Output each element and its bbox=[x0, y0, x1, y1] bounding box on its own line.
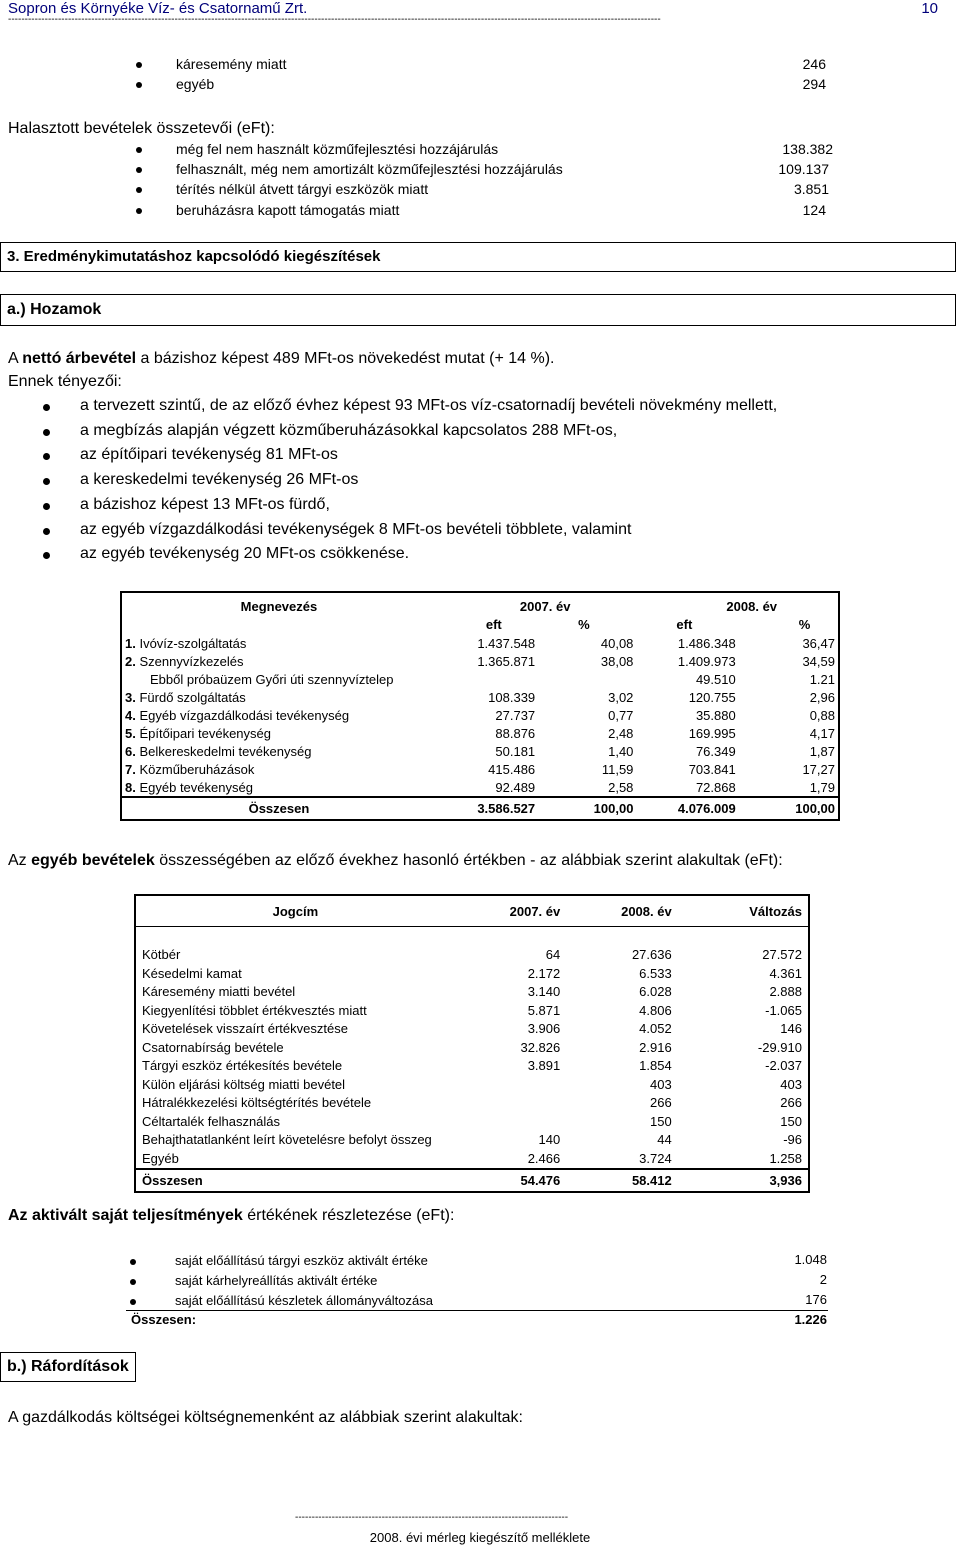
other-income-bold: egyéb bevételek bbox=[31, 852, 155, 869]
row-name: Céltartalék felhasználás bbox=[142, 1113, 281, 1129]
revenue-sentence bbox=[8, 350, 554, 368]
cell-change: 146 bbox=[780, 1021, 802, 1037]
table-row bbox=[135, 1057, 809, 1076]
row-name: Tárgyi eszköz értékesítés bevétele bbox=[142, 1058, 343, 1074]
cell-eft-2007 bbox=[436, 670, 538, 688]
list-item-value: 2 bbox=[819, 1272, 827, 1287]
total-pct-2007: 100,00 bbox=[593, 801, 634, 816]
cell-2008: 1.854 bbox=[639, 1058, 672, 1074]
total-label: Összesen bbox=[248, 801, 310, 816]
bullet-icon bbox=[43, 528, 50, 535]
cell-pct-2008: 2,96 bbox=[809, 689, 835, 705]
cell-2008: 3.724 bbox=[639, 1150, 672, 1166]
cell-pct-2008: 1,79 bbox=[809, 779, 835, 795]
row-name: Csatornabírság bevétele bbox=[142, 1039, 284, 1055]
table-row bbox=[121, 670, 839, 688]
cell-2008: 403 bbox=[650, 1076, 672, 1092]
list-item-label: felhasznált, még nem amortizált közműfejlesztési hozzájárulás bbox=[176, 161, 563, 177]
table-row bbox=[121, 634, 839, 652]
cell-eft-2008: 35.880 bbox=[695, 707, 736, 723]
header-rule: ---------------------------------------------------------------------------------------------------------------------------------------------------------------------------------------------------- bbox=[8, 15, 661, 25]
bullet-icon bbox=[43, 404, 50, 411]
table-row bbox=[121, 706, 839, 724]
cell-2007: 3.906 bbox=[527, 1021, 561, 1037]
table-row bbox=[135, 964, 809, 983]
table-row bbox=[121, 760, 839, 778]
col-header-pct-2007: % bbox=[578, 616, 590, 632]
revenue-suffix: a bázishoz képest 489 MFt-os növekedést mutat (+ 14 %). bbox=[136, 350, 555, 367]
list-item-value: 294 bbox=[802, 76, 826, 92]
factors-title: Ennek tényezői: bbox=[8, 373, 122, 390]
cell-pct-2008: 1.21 bbox=[809, 671, 835, 687]
list-item-value: 176 bbox=[805, 1292, 827, 1307]
bullet-icon bbox=[136, 167, 142, 173]
col-header-eft-2007: eft bbox=[485, 616, 502, 632]
cell-change: 4.361 bbox=[769, 965, 802, 981]
other-income-prefix: Az bbox=[8, 852, 32, 869]
list-item-value: 1.048 bbox=[794, 1252, 827, 1267]
row-number: 5. bbox=[125, 725, 136, 741]
activated-total-value: 1.226 bbox=[794, 1312, 827, 1327]
cell-2007 bbox=[455, 1112, 566, 1131]
row-name: Ivóvíz-szolgáltatás bbox=[139, 635, 247, 651]
cell-pct-2007: 2,48 bbox=[608, 725, 634, 741]
cell-change: 1.258 bbox=[769, 1150, 802, 1166]
factor-item: az egyéb vízgazdálkodási tevékenységek 8 MFt-os bevételi többlete, valamint bbox=[80, 521, 632, 538]
bullet-icon bbox=[43, 503, 50, 510]
table-row bbox=[135, 1020, 809, 1039]
row-number: 6. bbox=[125, 743, 136, 759]
cell-eft-2007: 1.437.548 bbox=[477, 635, 536, 651]
list-item-value: 138.382 bbox=[782, 141, 833, 157]
table-row bbox=[121, 778, 839, 797]
cell-change: -29.910 bbox=[757, 1039, 802, 1055]
cell-eft-2008: 703.841 bbox=[688, 761, 736, 777]
cell-change: -96 bbox=[783, 1132, 802, 1148]
cell-pct-2007: 0,77 bbox=[608, 707, 634, 723]
list-item-value: 109.137 bbox=[778, 161, 829, 177]
table-row bbox=[135, 1038, 809, 1057]
cell-2008: 2.916 bbox=[639, 1039, 672, 1055]
cell-2007: 3.140 bbox=[527, 984, 561, 1000]
col-header-2008: 2008. év bbox=[621, 903, 672, 919]
cell-eft-2007: 1.365.871 bbox=[477, 653, 536, 669]
row-name: Közműberuházások bbox=[139, 761, 255, 777]
total-eft-2008: 4.076.009 bbox=[677, 801, 736, 816]
bullet-icon bbox=[130, 1279, 136, 1285]
cell-2007: 140 bbox=[538, 1132, 561, 1148]
cell-pct-2008: 36,47 bbox=[802, 635, 835, 651]
cell-2008: 6.028 bbox=[639, 984, 672, 1000]
cell-change: -2.037 bbox=[765, 1058, 802, 1074]
row-name: Egyéb tevékenység bbox=[139, 779, 253, 795]
total-2008: 58.412 bbox=[631, 1172, 672, 1188]
cell-2008: 6.533 bbox=[639, 965, 672, 981]
cell-pct-2008: 17,27 bbox=[802, 761, 835, 777]
cell-eft-2008: 1.486.348 bbox=[677, 635, 736, 651]
bullet-icon bbox=[136, 208, 142, 214]
cell-eft-2008: 76.349 bbox=[695, 743, 736, 759]
cell-2008: 150 bbox=[650, 1113, 672, 1129]
row-number: 8. bbox=[125, 779, 136, 795]
cell-2007: 3.891 bbox=[527, 1058, 561, 1074]
costs-sentence: A gazdálkodás költségei költségnemenként az alábbiak szerint alakultak: bbox=[8, 1409, 523, 1426]
page-number: 10 bbox=[921, 0, 938, 17]
cell-pct-2007: 3,02 bbox=[608, 689, 634, 705]
factor-item: a megbízás alapján végzett közműberuházásokkal kapcsolatos 288 MFt-os, bbox=[80, 422, 618, 439]
col-header-name: Megnevezés bbox=[240, 599, 318, 614]
list-item-label: saját kárhelyreállítás aktivált értéke bbox=[175, 1273, 378, 1288]
revenue-table bbox=[120, 591, 840, 821]
cell-pct-2007: 38,08 bbox=[600, 653, 634, 669]
cell-eft-2008: 1.409.973 bbox=[677, 653, 736, 669]
bullet-icon bbox=[136, 187, 142, 193]
cell-2008: 27.636 bbox=[631, 947, 672, 963]
other-income-sentence bbox=[8, 852, 783, 870]
row-name: Építőipari tevékenység bbox=[139, 725, 271, 741]
factor-item: a tervezett szintű, de az előző évhez képest 93 MFt-os víz-csatornadíj bevételi növekmény mellett, bbox=[80, 397, 778, 414]
row-number: 7. bbox=[125, 761, 136, 777]
bullet-icon bbox=[136, 82, 142, 88]
cell-pct-2008: 34,59 bbox=[802, 653, 835, 669]
cell-eft-2007: 50.181 bbox=[495, 743, 536, 759]
cell-2007: 5.871 bbox=[527, 1002, 561, 1018]
list-item-label: saját előállítású tárgyi eszköz aktivált értéke bbox=[175, 1253, 428, 1268]
row-number: 4. bbox=[125, 707, 136, 723]
row-name: Egyéb bbox=[142, 1150, 179, 1166]
col-header-pct-2008: % bbox=[798, 616, 811, 632]
cell-2008: 4.806 bbox=[639, 1002, 672, 1018]
cell-change: 150 bbox=[780, 1113, 802, 1129]
footer-rule: ---------------------------------------------------------------------------------- bbox=[295, 1513, 569, 1523]
cell-eft-2008: 49.510 bbox=[695, 671, 736, 687]
table-row bbox=[121, 688, 839, 706]
row-number: 3. bbox=[125, 689, 136, 705]
table-row bbox=[121, 724, 839, 742]
row-name: Belkereskedelmi tevékenység bbox=[139, 743, 312, 759]
row-name: Kötbér bbox=[142, 947, 181, 963]
list-item-label: beruházásra kapott támogatás miatt bbox=[176, 202, 400, 218]
deferred-title: Halasztott bevételek összetevői (eFt): bbox=[8, 120, 275, 137]
row-number: 2. bbox=[125, 653, 136, 669]
bullet-icon bbox=[43, 552, 50, 559]
company-name: Sopron és Környéke Víz- és Csatornamű Zrt. bbox=[8, 0, 308, 17]
bullet-icon bbox=[136, 147, 142, 153]
col-header-change: Változás bbox=[749, 903, 802, 919]
table-row bbox=[135, 1001, 809, 1020]
cell-change: 266 bbox=[780, 1095, 802, 1111]
col-header-2008: 2008. év bbox=[726, 599, 778, 614]
row-name: Késedelmi kamat bbox=[142, 965, 242, 981]
row-name: Fürdő szolgáltatás bbox=[139, 689, 246, 705]
cell-eft-2008: 72.868 bbox=[695, 779, 736, 795]
cell-eft-2007: 27.737 bbox=[495, 707, 536, 723]
activated-title bbox=[8, 1207, 454, 1225]
cell-2007: 2.172 bbox=[527, 965, 561, 981]
cell-pct-2007: 11,59 bbox=[601, 761, 634, 777]
cell-eft-2007: 108.339 bbox=[488, 689, 536, 705]
bullet-icon bbox=[130, 1259, 136, 1265]
cell-pct-2007 bbox=[538, 670, 636, 688]
list-item-label: káresemény miatt bbox=[176, 56, 287, 72]
cell-eft-2007: 92.489 bbox=[495, 779, 536, 795]
factor-item: az építőipari tevékenység 81 MFt-os bbox=[80, 446, 338, 463]
sum-rule bbox=[126, 1310, 828, 1311]
cell-eft-2007: 415.486 bbox=[488, 761, 536, 777]
cell-2007 bbox=[455, 1094, 566, 1113]
activated-bold: Az aktivált saját teljesítmények bbox=[8, 1207, 243, 1224]
cell-2008: 4.052 bbox=[639, 1021, 672, 1037]
cell-2008: 266 bbox=[650, 1095, 672, 1111]
cell-2007: 2.466 bbox=[527, 1150, 561, 1166]
table-row bbox=[135, 1094, 809, 1113]
section-b-heading: b.) Ráfordítások bbox=[0, 1352, 136, 1382]
bullet-icon bbox=[43, 429, 50, 436]
activated-suffix: értékének részletezése (eFt): bbox=[242, 1207, 455, 1224]
bullet-icon bbox=[43, 453, 50, 460]
cell-2008: 44 bbox=[657, 1132, 672, 1148]
cell-pct-2008: 4,17 bbox=[809, 725, 835, 741]
col-header-2007: 2007. év bbox=[509, 903, 561, 919]
row-name: Behajthatatlanként leírt követelésre befolyt összeg bbox=[142, 1132, 432, 1148]
footer-text: 2008. évi mérleg kiegészítő melléklete bbox=[369, 1530, 591, 1545]
table-row bbox=[135, 1075, 809, 1094]
cell-pct-2007: 40,08 bbox=[600, 635, 634, 651]
list-item-label: egyéb bbox=[176, 76, 215, 92]
row-name: Külön eljárási költség miatti bevétel bbox=[142, 1076, 346, 1092]
total-2007: 54.476 bbox=[520, 1172, 561, 1188]
factor-item: az egyéb tevékenység 20 MFt-os csökkenése. bbox=[80, 545, 410, 562]
table-total-row bbox=[121, 797, 839, 820]
cell-eft-2008: 120.755 bbox=[688, 689, 736, 705]
table-row bbox=[135, 1112, 809, 1131]
cell-change: 2.888 bbox=[769, 984, 802, 1000]
row-name: Ebből próbaüzem Győri úti szennyvíztelep bbox=[150, 671, 394, 687]
col-header-2007: 2007. év bbox=[519, 599, 571, 614]
table-row bbox=[135, 1149, 809, 1169]
row-number: 1. bbox=[125, 635, 136, 651]
bullet-icon bbox=[130, 1299, 136, 1305]
row-name: Hátralékkezelési költségtérítés bevétele bbox=[142, 1095, 372, 1111]
total-label: Összesen bbox=[142, 1172, 203, 1188]
list-item-label: térítés nélkül átvett tárgyi eszközök miatt bbox=[176, 181, 429, 197]
table-row bbox=[135, 983, 809, 1002]
factor-item: a bázishoz képest 13 MFt-os fürdő, bbox=[80, 496, 330, 513]
cell-2007: 32.826 bbox=[520, 1039, 561, 1055]
table-row bbox=[121, 742, 839, 760]
cell-eft-2008: 169.995 bbox=[688, 725, 736, 741]
cell-change: -1.065 bbox=[765, 1002, 802, 1018]
section-a-heading: a.) Hozamok bbox=[0, 294, 956, 326]
bullet-icon bbox=[136, 62, 142, 68]
cell-change: 403 bbox=[780, 1076, 802, 1092]
cell-pct-2008: 0,88 bbox=[809, 707, 835, 723]
section-3-heading: 3. Eredménykimutatáshoz kapcsolódó kiegészítések bbox=[0, 242, 956, 272]
list-item-value: 3.851 bbox=[793, 181, 829, 197]
cell-change: 27.572 bbox=[762, 947, 802, 963]
other-income-suffix: összességében az előző évekhez hasonló értékben - az alábbiak szerint alakultak (eFt): bbox=[154, 852, 783, 869]
list-item-value: 124 bbox=[802, 202, 826, 218]
cell-2007 bbox=[455, 1075, 566, 1094]
cell-eft-2007: 88.876 bbox=[495, 725, 536, 741]
list-item-value: 246 bbox=[802, 56, 826, 72]
row-name: Kiegyenlítési többlet értékvesztés miatt bbox=[142, 1002, 367, 1018]
row-name: Szennyvízkezelés bbox=[139, 653, 244, 669]
table-row bbox=[135, 1131, 809, 1150]
table-total-row bbox=[135, 1169, 809, 1192]
total-pct-2008: 100,00 bbox=[795, 801, 835, 816]
total-eft-2007: 3.586.527 bbox=[477, 801, 536, 816]
row-name: Egyéb vízgazdálkodási tevékenység bbox=[139, 707, 350, 723]
factor-item: a kereskedelmi tevékenység 26 MFt-os bbox=[80, 471, 359, 488]
total-change: 3,936 bbox=[769, 1172, 802, 1188]
revenue-prefix: A bbox=[8, 350, 23, 367]
other-income-table bbox=[134, 894, 810, 1193]
activated-total-label: Összesen: bbox=[131, 1312, 197, 1327]
row-name: Káresemény miatti bevétel bbox=[142, 984, 296, 1000]
bullet-icon bbox=[43, 478, 50, 485]
list-item-label: saját előállítású készletek állományváltozása bbox=[175, 1293, 433, 1308]
col-header-jogcim: Jogcím bbox=[272, 903, 319, 919]
revenue-bold: nettó árbevétel bbox=[22, 350, 137, 367]
row-name: Követelések visszaírt értékvesztése bbox=[142, 1021, 348, 1037]
cell-pct-2007: 1,40 bbox=[608, 743, 634, 759]
cell-2007: 64 bbox=[545, 947, 561, 963]
cell-pct-2008: 1,87 bbox=[809, 743, 835, 759]
list-item-label: még fel nem használt közműfejlesztési hozzájárulás bbox=[176, 141, 499, 157]
col-header-eft-2008: eft bbox=[676, 616, 693, 632]
cell-pct-2007: 2,58 bbox=[608, 779, 634, 795]
table-row bbox=[121, 652, 839, 670]
table-row bbox=[135, 946, 809, 965]
